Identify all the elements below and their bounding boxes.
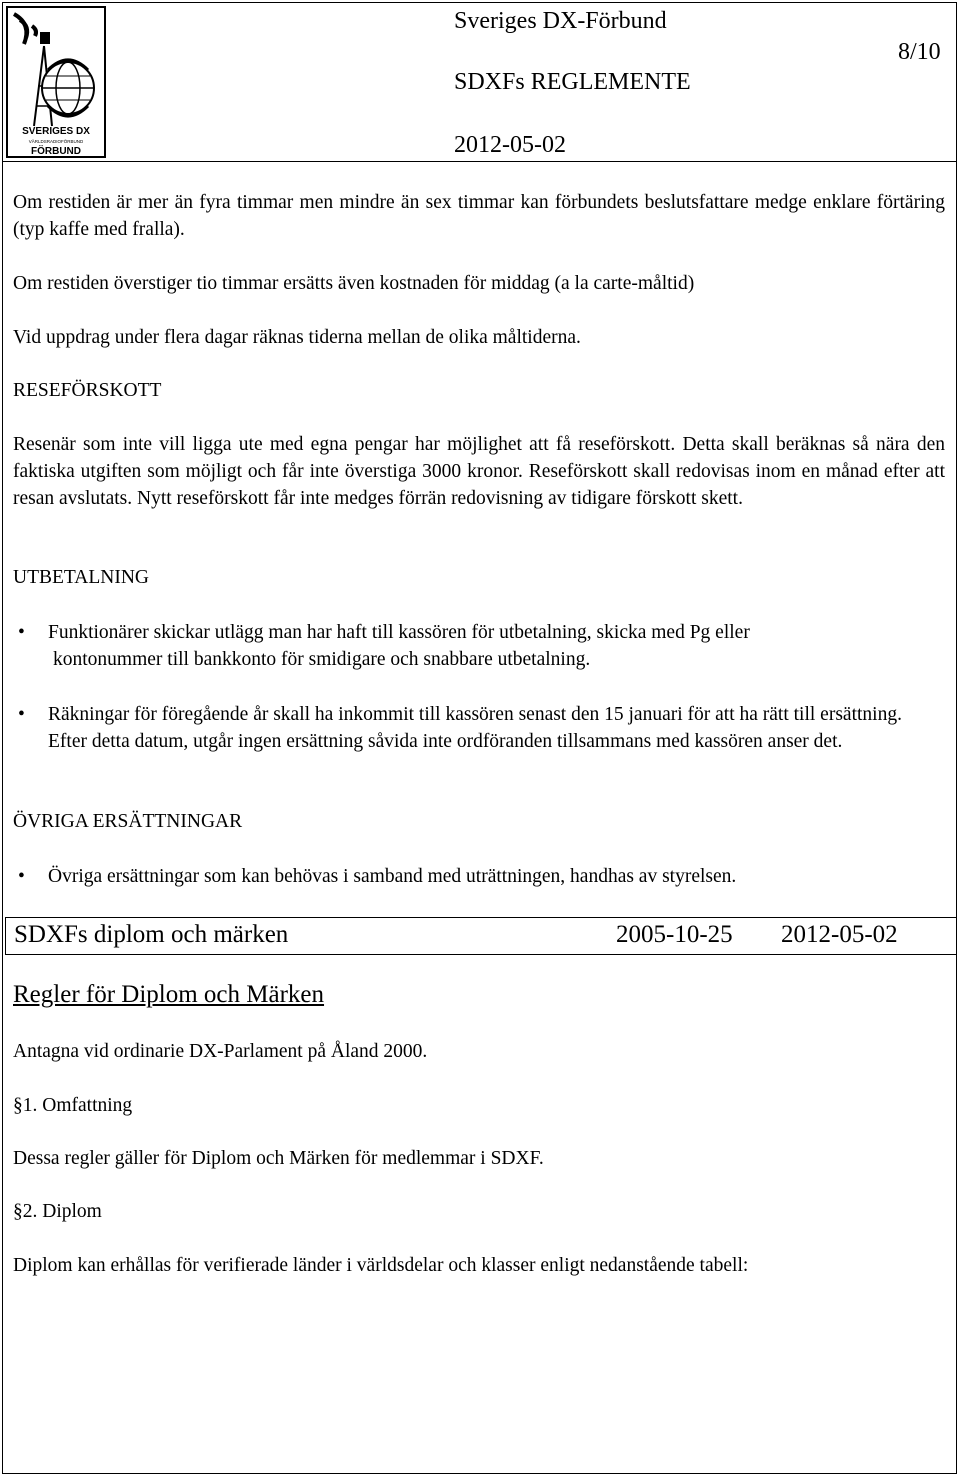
page-header xyxy=(2,2,957,162)
bullet-icon: • xyxy=(18,704,25,725)
page-number: 8/10 xyxy=(898,39,941,65)
list-item xyxy=(13,863,945,890)
rules-title: Regler för Diplom och Märken xyxy=(13,981,325,1008)
paragraph-reseforskott: Resenär som inte vill ligga ute med egna pengar har möjlighet att få reseförskott. Detta skall beräknas så nära den faktiska utgiften som möjligt och får inte överstiga 3000 kronor. Reseförskott skall redovisas inom en månad efter att resan avslutats. Nytt reseförskott får inte medges förrän redovisning av tidigare förskott skett. xyxy=(13,434,945,509)
section-date-original: 2005-10-25 xyxy=(616,921,733,948)
paragraph-long-trip: Om restiden överstiger tio timmar ersätts även kostnaden för middag (a la carte-måltid) xyxy=(13,273,695,294)
paragraph-diplom: Diplom kan erhållas för verifierade länder i världsdelar och klasser enligt nedanstående tabell: xyxy=(13,1255,749,1276)
paragraph-multi-day: Vid uppdrag under flera dagar räknas tiderna mellan de olika måltiderna. xyxy=(13,327,581,348)
heading-omfattning: §1. Omfattning xyxy=(13,1095,133,1116)
document-title: SDXFs REGLEMENTE xyxy=(454,69,691,95)
list-item xyxy=(13,619,945,673)
document-date: 2012-05-02 xyxy=(454,132,566,158)
section-header-bar xyxy=(5,917,957,955)
heading-utbetalning: UTBETALNING xyxy=(13,567,149,588)
paragraph-short-trip: Om restiden är mer än fyra timmar men mindre än sex timmar kan förbundets beslutsfattare medge enklare förtäring (typ kaffe med fralla). xyxy=(13,192,945,240)
org-name: Sveriges DX-Förbund xyxy=(454,8,667,34)
list-item xyxy=(13,701,945,782)
bullet-text: Övriga ersättningar som kan behövas i samband med uträttningen, handhas av styrelsen. xyxy=(48,866,737,887)
heading-diplom: §2. Diplom xyxy=(13,1201,102,1222)
bullet-text-line1: Funktionärer skickar utlägg man har haft till kassören för utbetalning, skicka med Pg eller xyxy=(48,622,750,643)
paragraph-adopted: Antagna vid ordinarie DX-Parlament på Åland 2000. xyxy=(13,1041,428,1062)
svg-text:SVERIGES DX: SVERIGES DX xyxy=(22,126,90,137)
section-date-revised: 2012-05-02 xyxy=(781,921,898,948)
bullet-icon: • xyxy=(18,866,25,887)
heading-ovriga: ÖVRIGA ERSÄTTNINGAR xyxy=(13,811,243,832)
svg-text:VÄRLDSRADIOFÖRBUND: VÄRLDSRADIOFÖRBUND xyxy=(28,139,84,144)
bullet-text-line2: kontonummer till bankkonto för smidigare och snabbare utbetalning. xyxy=(53,649,591,670)
heading-reseforskott: RESEFÖRSKOTT xyxy=(13,380,162,401)
section-title: SDXFs diplom och märken xyxy=(14,921,289,948)
svg-text:FÖRBUND: FÖRBUND xyxy=(31,146,81,157)
bullet-text: Räkningar för föregående år skall ha inkommit till kassören senast den 15 januari för att ha rätt till ersättning. Efter detta datum, utgår ingen ersättning såvida inte ordföranden tillsammans med kassören anser det. xyxy=(48,704,902,752)
bullet-icon: • xyxy=(18,622,25,643)
sdxf-logo-icon xyxy=(6,6,106,158)
paragraph-omfattning: Dessa regler gäller för Diplom och Märken för medlemmar i SDXF. xyxy=(13,1148,544,1169)
